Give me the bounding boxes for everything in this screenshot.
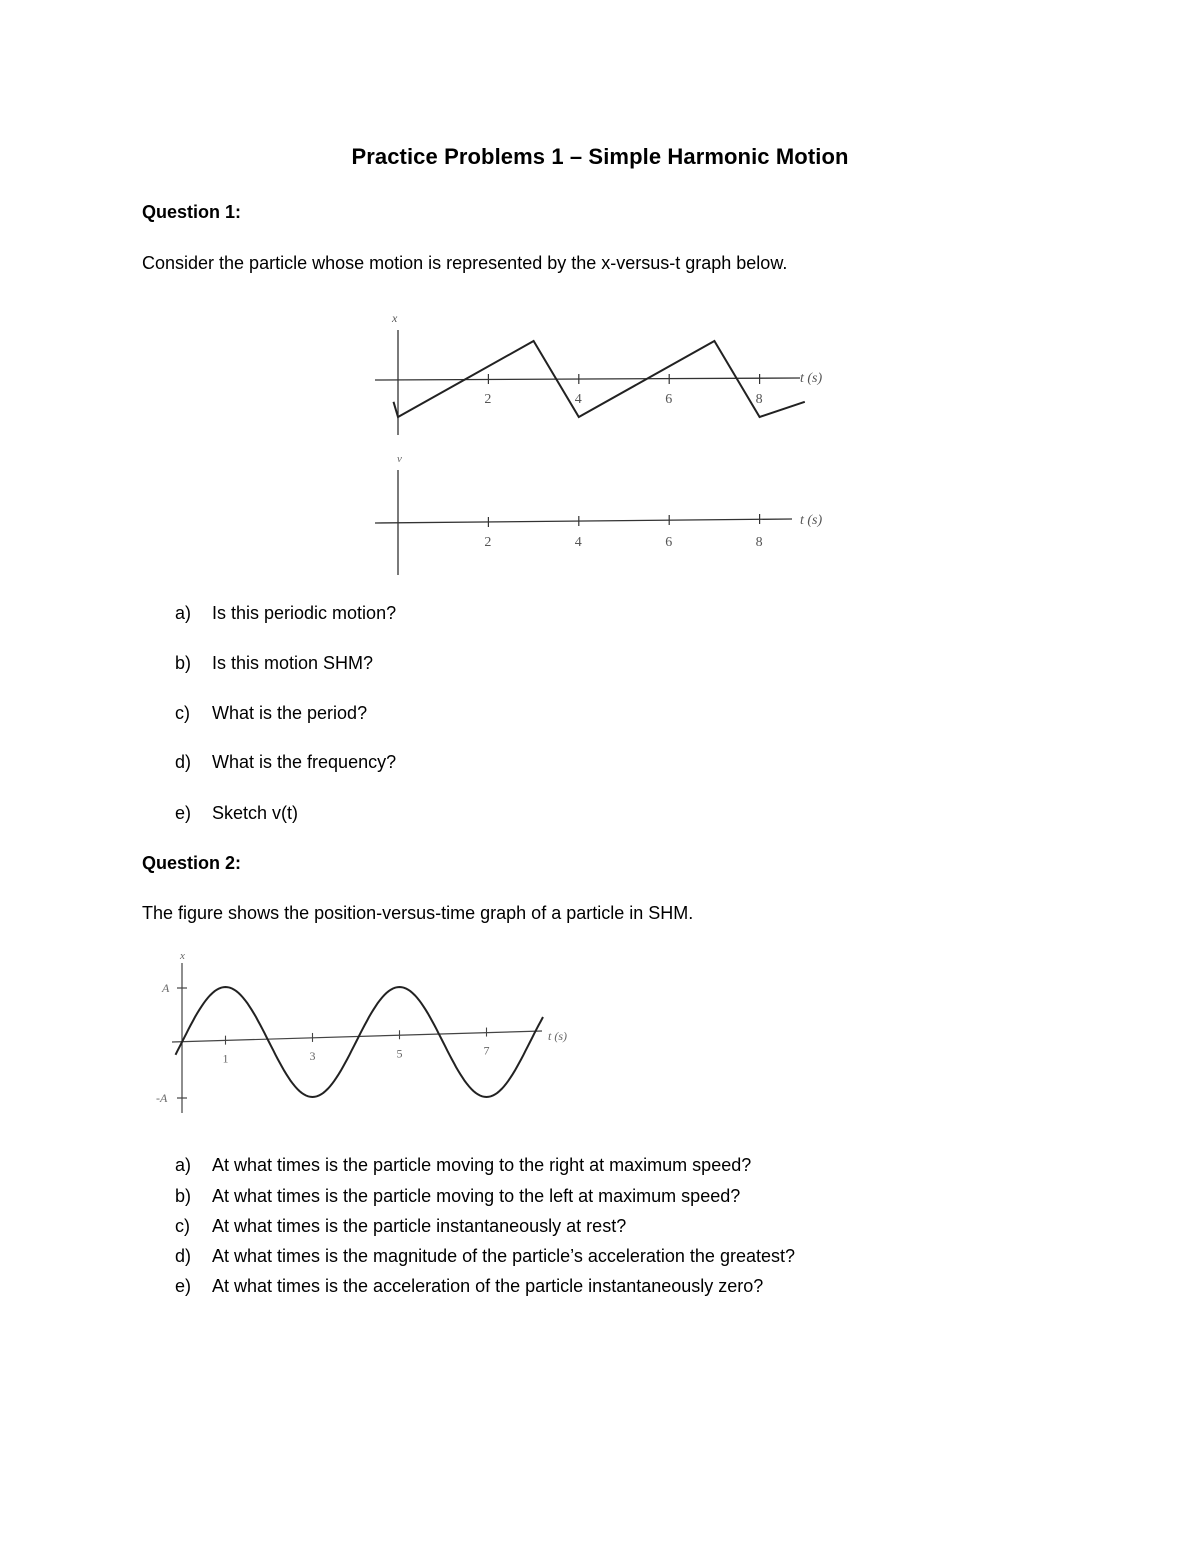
item-text: At what times is the acceleration of the particle instantaneously zero? — [212, 1276, 764, 1296]
item-label: c) — [175, 703, 190, 723]
question-1-heading: Question 1: — [142, 202, 242, 222]
t-axis — [375, 519, 792, 523]
item-text: Is this periodic motion? — [212, 603, 397, 623]
page-title: Practice Problems 1 – Simple Harmonic Motion — [351, 144, 849, 169]
x-tick-label-4: 4 — [574, 535, 582, 550]
item-label: d) — [175, 1246, 192, 1266]
sine-position-graph-q2 — [150, 945, 590, 1130]
y-tick-label-a: A — [162, 981, 170, 995]
item-text: At what times is the magnitude of the particle’s acceleration the greatest? — [212, 1246, 795, 1266]
y-axis-label: x — [392, 311, 398, 325]
q2-item-b — [175, 1186, 740, 1207]
q1-item-b — [175, 653, 373, 674]
item-label: b) — [175, 1186, 192, 1206]
item-label: a) — [175, 1155, 192, 1175]
x-tick-label-3: 3 — [309, 1048, 316, 1063]
x-axis-label: t (s) — [800, 371, 823, 386]
position-time-graph-q1 — [360, 300, 840, 440]
item-label: b) — [175, 653, 192, 673]
x-tick-label-8: 8 — [755, 392, 763, 407]
x-tick-label-4: 4 — [574, 392, 582, 407]
t-axis-label: t (s) — [800, 513, 823, 528]
q2-item-c — [175, 1216, 626, 1237]
x-tick-label-6: 6 — [665, 535, 673, 550]
item-text: At what times is the particle moving to the left at maximum speed? — [212, 1186, 741, 1206]
velocity-time-axes — [360, 445, 840, 580]
item-text: At what times is the particle moving to the right at maximum speed? — [212, 1155, 752, 1175]
question-2-intro: The figure shows the position-versus-time graph of a particle in SHM. — [142, 903, 694, 923]
item-label: e) — [175, 1276, 192, 1296]
x-tick-label-2: 2 — [484, 392, 492, 407]
q2-item-e — [175, 1276, 763, 1297]
v-axis-label: v — [397, 453, 402, 465]
y-tick-label-neg-a: -A — [156, 1091, 168, 1105]
x-tick-label-8: 8 — [755, 535, 763, 550]
q1-item-c — [175, 703, 367, 724]
item-label: d) — [175, 752, 192, 772]
question-2-heading: Question 2: — [142, 853, 242, 873]
q1-item-e — [175, 803, 298, 824]
x-tick-label-7: 7 — [483, 1043, 490, 1058]
item-text: What is the frequency? — [212, 752, 397, 772]
item-label: a) — [175, 603, 192, 623]
sine-curve — [176, 987, 544, 1097]
item-text: What is the period? — [212, 703, 368, 723]
item-label: c) — [175, 1216, 190, 1236]
q1-item-a — [175, 603, 396, 624]
q2-item-a — [175, 1155, 751, 1176]
x-tick-label-1: 1 — [222, 1051, 229, 1066]
item-text: Is this motion SHM? — [212, 653, 374, 673]
q2-item-d — [175, 1246, 795, 1267]
x-axis-label: t (s) — [548, 1029, 567, 1043]
x-tick-label-6: 6 — [665, 392, 673, 407]
item-text: Sketch v(t) — [212, 803, 299, 823]
question-1-intro: Consider the particle whose motion is represented by the x-versus-t graph below. — [142, 253, 788, 273]
x-tick-label-2: 2 — [484, 535, 492, 550]
x-tick-label-5: 5 — [396, 1046, 403, 1061]
q1-item-d — [175, 752, 396, 773]
item-label: e) — [175, 803, 192, 823]
item-text: At what times is the particle instantaneously at rest? — [212, 1216, 627, 1236]
y-axis-label: x — [180, 950, 185, 962]
